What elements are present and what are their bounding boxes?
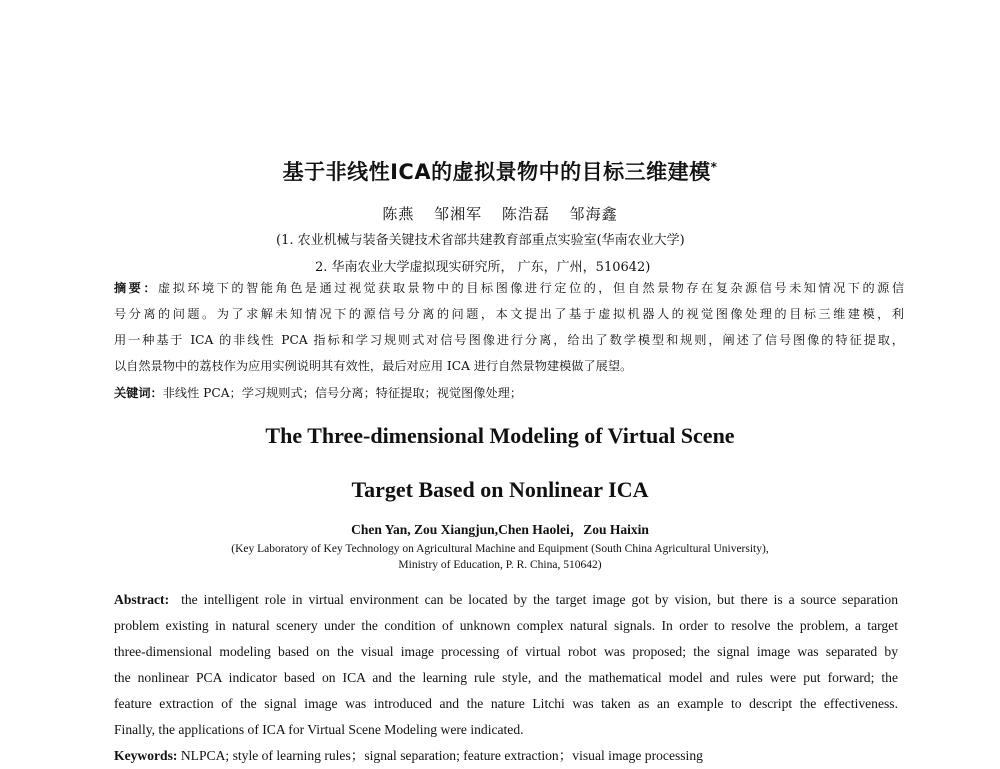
chinese-abstract-line: 号分离的问题。为了求解未知情况下的源信号分离的问题，本文提出了基于虚拟机器人的视觉图像处理的目标三维建模，利 [114,307,904,321]
chinese-abstract-label: 摘要： [114,281,159,295]
chinese-abstract-line: 用一种基于 ICA 的非线性 PCA 指标和学习规则式对信号图像进行分离，给出了数学模型和规则，阐述了信号图像的特征提取， [114,333,904,347]
chinese-authors: 陈燕 邹湘军 陈浩磊 邹海鑫 [382,205,618,223]
english-abstract-line: feature extraction of the signal image was introduced and the nature Litchi was taken as an example to descript the effectiveness. [114,696,898,711]
chinese-abstract-text: 虚拟环境下的智能角色是通过视觉获取景物中的目标图像进行定位的，但自然景物存在复杂源信号未知情况下的源信 [158,281,905,295]
chinese-affiliation-line-2: 2. 华南农业大学虚拟现实研究所， 广东，广州，510642) [315,260,651,275]
english-abstract-line: the nonlinear PCA indicator based on ICA and the learning rule style, and the mathematical model and rules were put forward; the [114,670,898,685]
english-title-line-1: The Three-dimensional Modeling of Virtual Scene [265,423,735,448]
chinese-abstract-line [114,275,904,301]
chinese-keywords [114,380,904,406]
english-authors: Chen Yan, Zou Xiangjun,Chen Haolei，Zou Haixin [351,522,649,537]
english-abstract-label: Abstract: [114,592,170,607]
english-abstract-line: Finally, the applications of ICA for Virtual Scene Modeling were indicated. [114,722,524,737]
english-title-line-2: Target Based on Nonlinear ICA [351,477,649,502]
english-abstract-line: problem existing in natural scenery under the condition of unknown complex natural signals. In order to resolve the problem, a target [114,618,898,633]
footnote-mark: * [710,160,718,174]
english-keywords-text: NLPCA; style of learning rules；signal separation; feature extraction；visual image processing [180,748,703,763]
english-affiliation-line-1: (Key Laboratory of Key Technology on Agricultural Machine and Equipment (South China Agricultural University), [231,543,769,555]
english-abstract-line: three-dimensional modeling based on the visual image processing of virtual robot was proposed; the signal image was separated by [114,644,898,659]
chinese-title-text: 基于非线性ICA的虚拟景物中的目标三维建模 [282,160,711,184]
chinese-title [0,156,1000,186]
english-keywords-label: Keywords: [114,748,178,763]
chinese-keywords-text: 非线性 PCA；学习规则式；信号分离；特征提取；视觉图像处理； [162,386,523,400]
english-affiliation-line-2: Ministry of Education, P. R. China, 510642) [398,559,602,571]
english-abstract-text: the intelligent role in virtual environment can be located by the target image got by vision, but there is a source separation [181,592,898,607]
english-keywords [114,743,898,769]
chinese-keywords-label: 关键词： [114,386,163,400]
chinese-abstract-line: 以自然景物中的荔枝作为应用实例说明其有效性，最后对应用 ICA 进行自然景物建模做了展望。 [114,359,633,373]
chinese-affiliation-line-1: (1. 农业机械与装备关键技术省部共建教育部重点实验室(华南农业大学) [276,233,685,248]
english-abstract-line [114,587,898,613]
